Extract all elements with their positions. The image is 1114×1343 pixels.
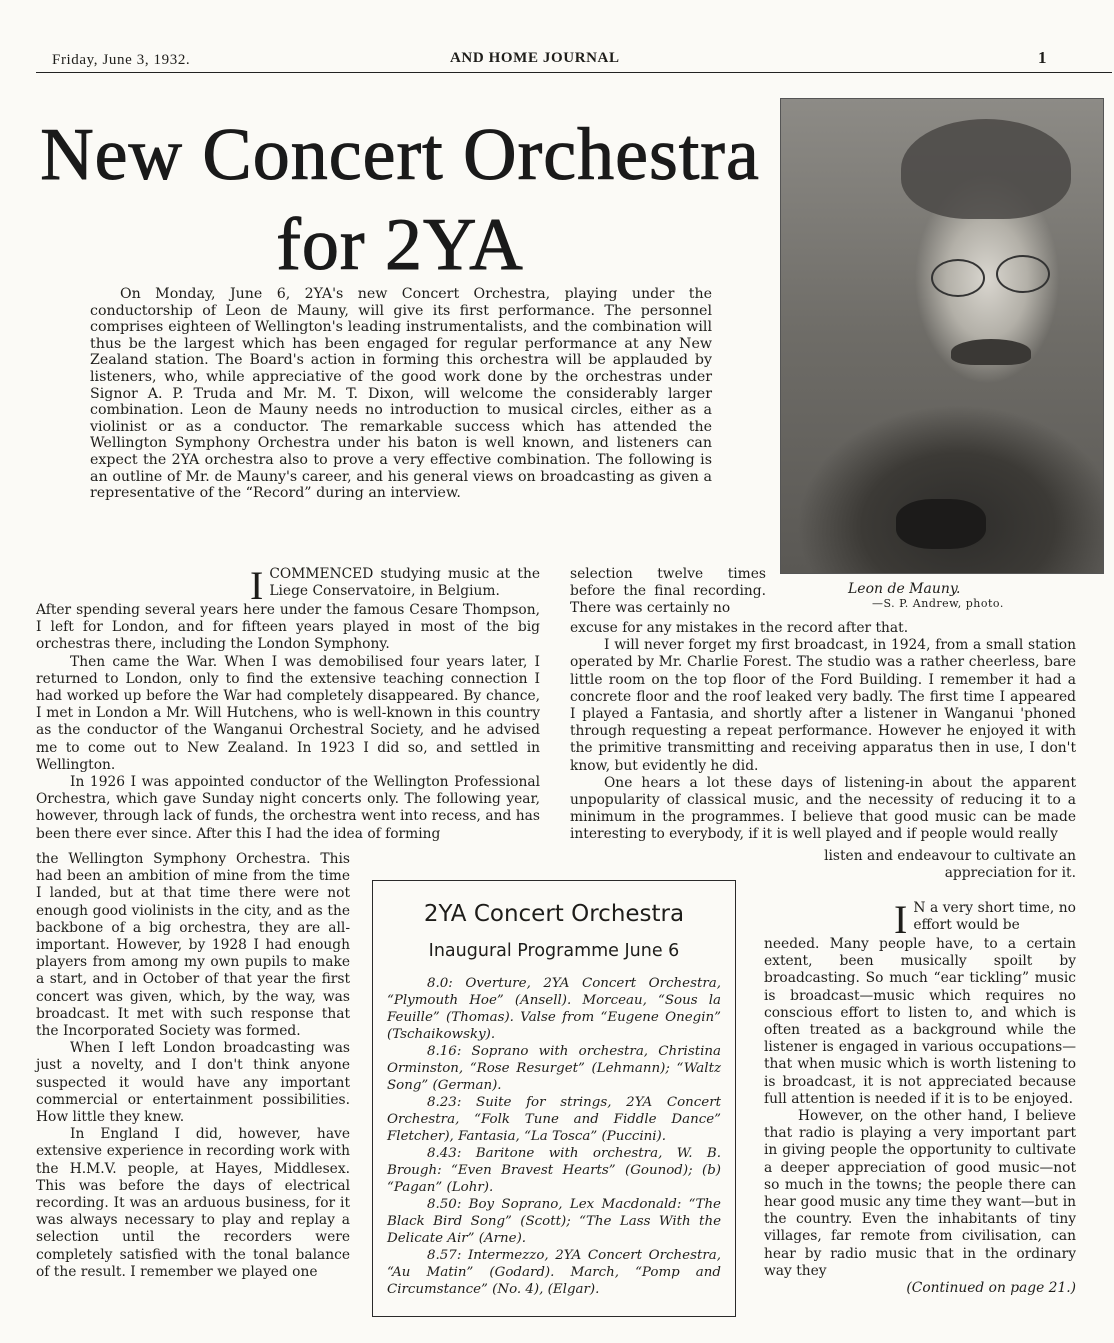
programme-item: 8.50: Boy Soprano, Lex Macdonald: “The Black Bird Song” (Scott); “The Lass With the Delicate Air” (Arne). xyxy=(387,1197,721,1246)
portrait-photo xyxy=(780,98,1104,574)
headline xyxy=(20,110,780,290)
headline-line-1: New Concert Orchestra xyxy=(40,114,760,196)
programme-item: 8.0: Overture, 2YA Concert Orchestra, “Plymouth Hoe” (Ansell). Morceau, “Sous la Feuille” (Thomas). Valse from “Eugene Onegin” (Tschaikowsky). xyxy=(387,976,721,1042)
col1-paragraph: Then came the War. When I was demobilised four years later, I returned to London, only to find the extensive teaching connection I had worked up before the War had completely disappeared. By chance, I met in London a Mr. Will Hutchens, who is well-known in this country as the conductor of the Wanganui Orchestral Society, and he advised me to come out to New Zealand. In 1923 I did so, and settled in Wellington. xyxy=(36,653,540,773)
drop-cap: I xyxy=(250,563,264,608)
portrait-bowtie xyxy=(896,499,986,549)
col3-opening: N a very short time, no effort would be xyxy=(913,900,1076,934)
column-3 xyxy=(764,897,1076,1297)
col3-paragraph: However, on the other hand, I believe that radio is playing a very important part in giving people the opportunity to cultivate a deeper appreciation of good music—not so much in the towns; the people there can hear good music any time they want—but in the country. Even the inhabitants of tiny villages, far remote from civilisation, can hear by radio music that in the ordinary way they xyxy=(764,1108,1076,1279)
col2-paragraph: excuse for any mistakes in the record after that. xyxy=(570,620,909,636)
programme-item: 8.23: Suite for strings, 2YA Concert Orchestra, “Folk Tune and Fiddle Dance” Fletcher), Fantasia, “La Tosca” (Puccini). xyxy=(387,1095,721,1144)
col1-paragraph: When I left London broadcasting was just a novelty, and I don't think anyone suspected it would have any important commercial or entertainment possibilities. How little they knew. xyxy=(36,1040,350,1126)
journal-name: AND HOME JOURNAL xyxy=(450,50,620,66)
col2-opening: selection twelve times before the final recording. There was certainly no xyxy=(570,566,766,617)
headline-line-2: for 2YA xyxy=(276,204,524,286)
programme-subtitle: Inaugural Programme June 6 xyxy=(428,941,680,961)
portrait-spectacles-left xyxy=(931,259,985,297)
programme-item: 8.16: Soprano with orchestra, Christina Orminston, “Rose Resurget” (Lehmann); “Waltz Song” (German). xyxy=(387,1044,721,1093)
column-1-upper xyxy=(36,563,540,843)
programme-item: 8.43: Baritone with orchestra, W. B. Brough: “Even Bravest Hearts” (Gounod); (b) “Pagan” (Lohr). xyxy=(387,1146,721,1195)
photo-credit: —S. P. Andrew, photo. xyxy=(872,597,1004,610)
col2-paragraph: I will never forget my first broadcast, in 1924, from a small station operated by Mr. Charlie Forest. The studio was a rather cheerless, bare little room on the top floor of the Ford Building. I remember it had a concrete floor and the roof leaked very badly. The first time I appeared I played a Fantasia, and shortly after a listener in Wanganui 'phoned through requesting a repeat performance. However he enjoyed it with the primitive transmitting and receiving apparatus then in use, I don't know, but evidently he did. xyxy=(570,637,1076,774)
continued-note: (Continued on page 21.) xyxy=(906,1280,1076,1297)
programme-box xyxy=(372,880,736,1317)
col1-opening: COMMENCED studying music at the Liege Conservatoire, in Belgium. xyxy=(269,566,540,600)
page-number: 1 xyxy=(1038,48,1048,67)
intro-paragraph: On Monday, June 6, 2YA's new Concert Orchestra, playing under the conductorship of Leon de Mauny, will give its first performance. The personnel comprises eighteen of Wellington's leading instrumentalists, and the combination will thus be the largest which has been engaged for regular performance at any New Zealand station. The Board's action in forming this orchestra will be applauded by listeners, who, while appreciative of the good work done by the orchestras under Signor A. P. Truda and Mr. M. T. Dixon, will welcome the considerably larger combination. Leon de Mauny needs no introduction to musical circles, either as a violinist or as a conductor. The remarkable success which has attended the Wellington Symphony Orchestra under his baton is well known, and listeners can expect the 2YA orchestra also to prove a very effective combination. The following is an outline of Mr. de Mauny's career, and his general views on broadcasting as given a representative of the “Record” during an interview. xyxy=(90,286,712,502)
column-2-tail xyxy=(764,848,1076,882)
col1-paragraph: In 1926 I was appointed conductor of the Wellington Professional Orchestra, which gave Sunday night concerts only. The following year, however, through lack of funds, the orchestra went into recess, and has been there ever since. After this I had the idea of forming xyxy=(36,774,540,842)
programme-title: 2YA Concert Orchestra xyxy=(423,901,685,927)
issue-date: Friday, June 3, 1932. xyxy=(52,52,191,68)
header-rule xyxy=(36,72,1112,73)
col1-paragraph: After spending several years here under the famous Cesare Thompson, I left for London, and for fifteen years played in most of the big orchestras there, including the London Symphony. xyxy=(36,602,540,653)
column-2-body xyxy=(570,620,1076,844)
photo-caption: Leon de Mauny. xyxy=(848,581,961,597)
col1-paragraph: the Wellington Symphony Orchestra. This had been an ambition of mine from the time I landed, but at that time there were not enough good violinists in the city, and as the backbone of a big orchestra, they are all-important. However, by 1928 I had enough players from among my own pupils to make a start, and in October of that year the first concert was given, which, by the way, was broadcast. It met with such response that the Incorporated Society was formed. xyxy=(36,851,350,1040)
col2-paragraph: One hears a lot these days of listening-in about the apparent unpopularity of classical music, and the necessity of reducing it to a minimum in the programmes. I believe that good music can be made interesting to everybody, if it is well played and if people would really xyxy=(570,774,1076,843)
column-2-top xyxy=(570,566,766,618)
portrait-hair-shape xyxy=(901,119,1071,219)
column-1-lower xyxy=(36,851,350,1281)
col3-paragraph: needed. Many people have, to a certain extent, been musically spoilt by broadcasting. So much “ear tickling” music is broadcast—music which requires no conscious effort to listen to, and which is often treated as a background while the listener is engaged in various occupations—that when music which is worth listening to is broadcast, it is not appreciated because full attention is needed if it is to be enjoyed. xyxy=(764,936,1076,1107)
drop-cap: I xyxy=(894,897,908,942)
portrait-spectacles-right xyxy=(996,255,1050,293)
programme-item: 8.57: Intermezzo, 2YA Concert Orchestra, “Au Matin” (Godard). March, “Pomp and Circumstance” (No. 4), (Elgar). xyxy=(387,1248,721,1297)
col2-paragraph-end: listen and endeavour to cultivate an appreciation for it. xyxy=(824,848,1076,882)
programme-list xyxy=(387,975,721,1298)
col1-paragraph: In England I did, however, have extensive experience in recording work with the H.M.V. people, at Hayes, Middlesex. This was before the days of electrical recording. It was an arduous business, for it was always necessary to play and replay a selection until the recorders were completely satisfied with the tonal balance of the result. I remember we played one xyxy=(36,1126,350,1280)
portrait-moustache xyxy=(951,339,1031,365)
